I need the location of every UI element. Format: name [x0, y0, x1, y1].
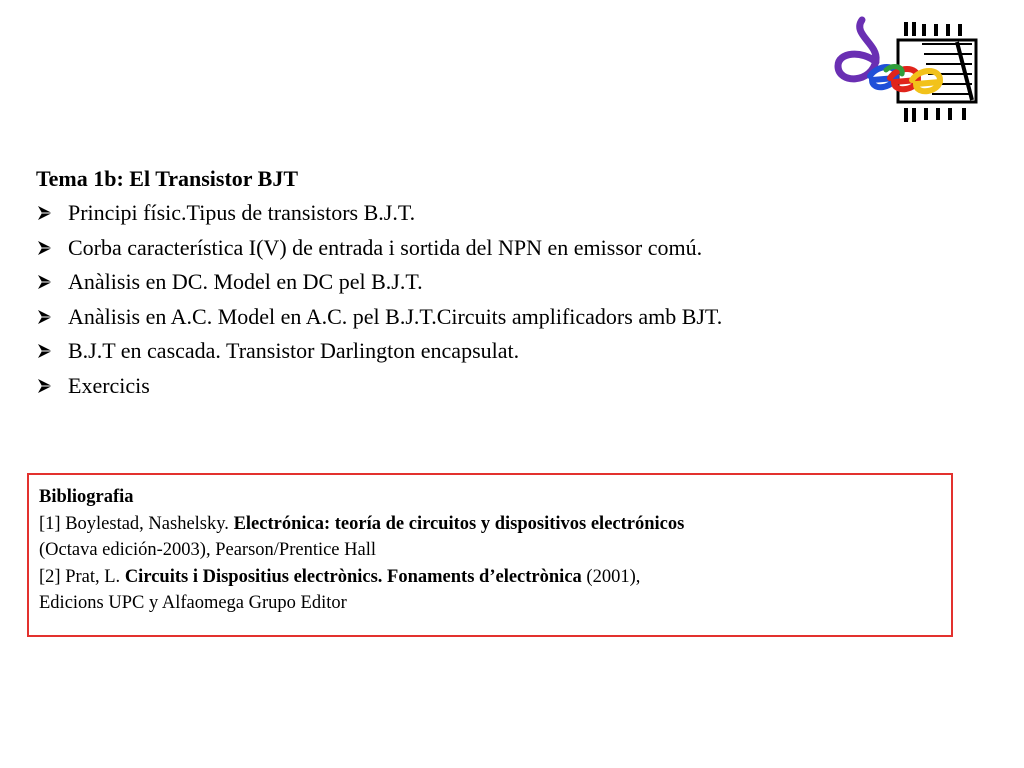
list-item: [36, 300, 722, 335]
list-item: [36, 369, 722, 404]
arrow-bullet-icon: [36, 343, 68, 359]
list-item-text: Anàlisis en DC. Model en DC pel B.J.T.: [68, 269, 423, 294]
list-item-text: B.J.T en cascada. Transistor Darlington encapsulat.: [68, 338, 520, 363]
arrow-bullet-icon: [36, 274, 68, 290]
reference-2-publisher: Edicions UPC y Alfaomega Grupo Editor: [39, 593, 347, 613]
list-item-text: Anàlisis en A.C. Model en A.C. pel B.J.T.Circuits amplificadors amb BJT.: [68, 303, 723, 329]
reference-1: [39, 511, 941, 538]
list-item: [36, 265, 722, 300]
list-item-text: Principi físic.Tipus de transistors B.J.T.: [68, 200, 416, 225]
arrow-bullet-icon: [36, 240, 68, 256]
bibliography-box: [27, 473, 953, 637]
dee-logo-icon: [832, 14, 982, 126]
topic-list: [36, 196, 722, 403]
reference-1-publisher: (Octava edición-2003), Pearson/Prentice Hall: [39, 540, 376, 560]
reference-1-authors: [1] Boylestad, Nashelsky.: [39, 513, 234, 534]
slide-title: Tema 1b: El Transistor BJT: [36, 166, 299, 191]
list-item: [36, 231, 722, 266]
list-item-text: Corba característica I(V) de entrada i sortida del NPN en emissor comú.: [68, 234, 703, 260]
reference-1-title: Electrónica: teoría de circuitos y dispositivos electrónicos: [233, 513, 685, 534]
list-item-text: Exercicis: [68, 372, 150, 398]
arrow-bullet-icon: [36, 309, 68, 325]
reference-2-title: Circuits i Dispositius electrònics. Fonaments d’electrònica: [124, 566, 582, 587]
arrow-bullet-icon: [36, 378, 68, 394]
list-item: [36, 334, 722, 369]
arrow-bullet-icon: [36, 205, 68, 221]
reference-2-authors: [2] Prat, L.: [39, 566, 125, 587]
reference-2-year: (2001),: [581, 566, 641, 587]
bibliography-heading: Bibliografia: [39, 487, 134, 507]
reference-2: [39, 564, 941, 591]
list-item: [36, 196, 722, 231]
